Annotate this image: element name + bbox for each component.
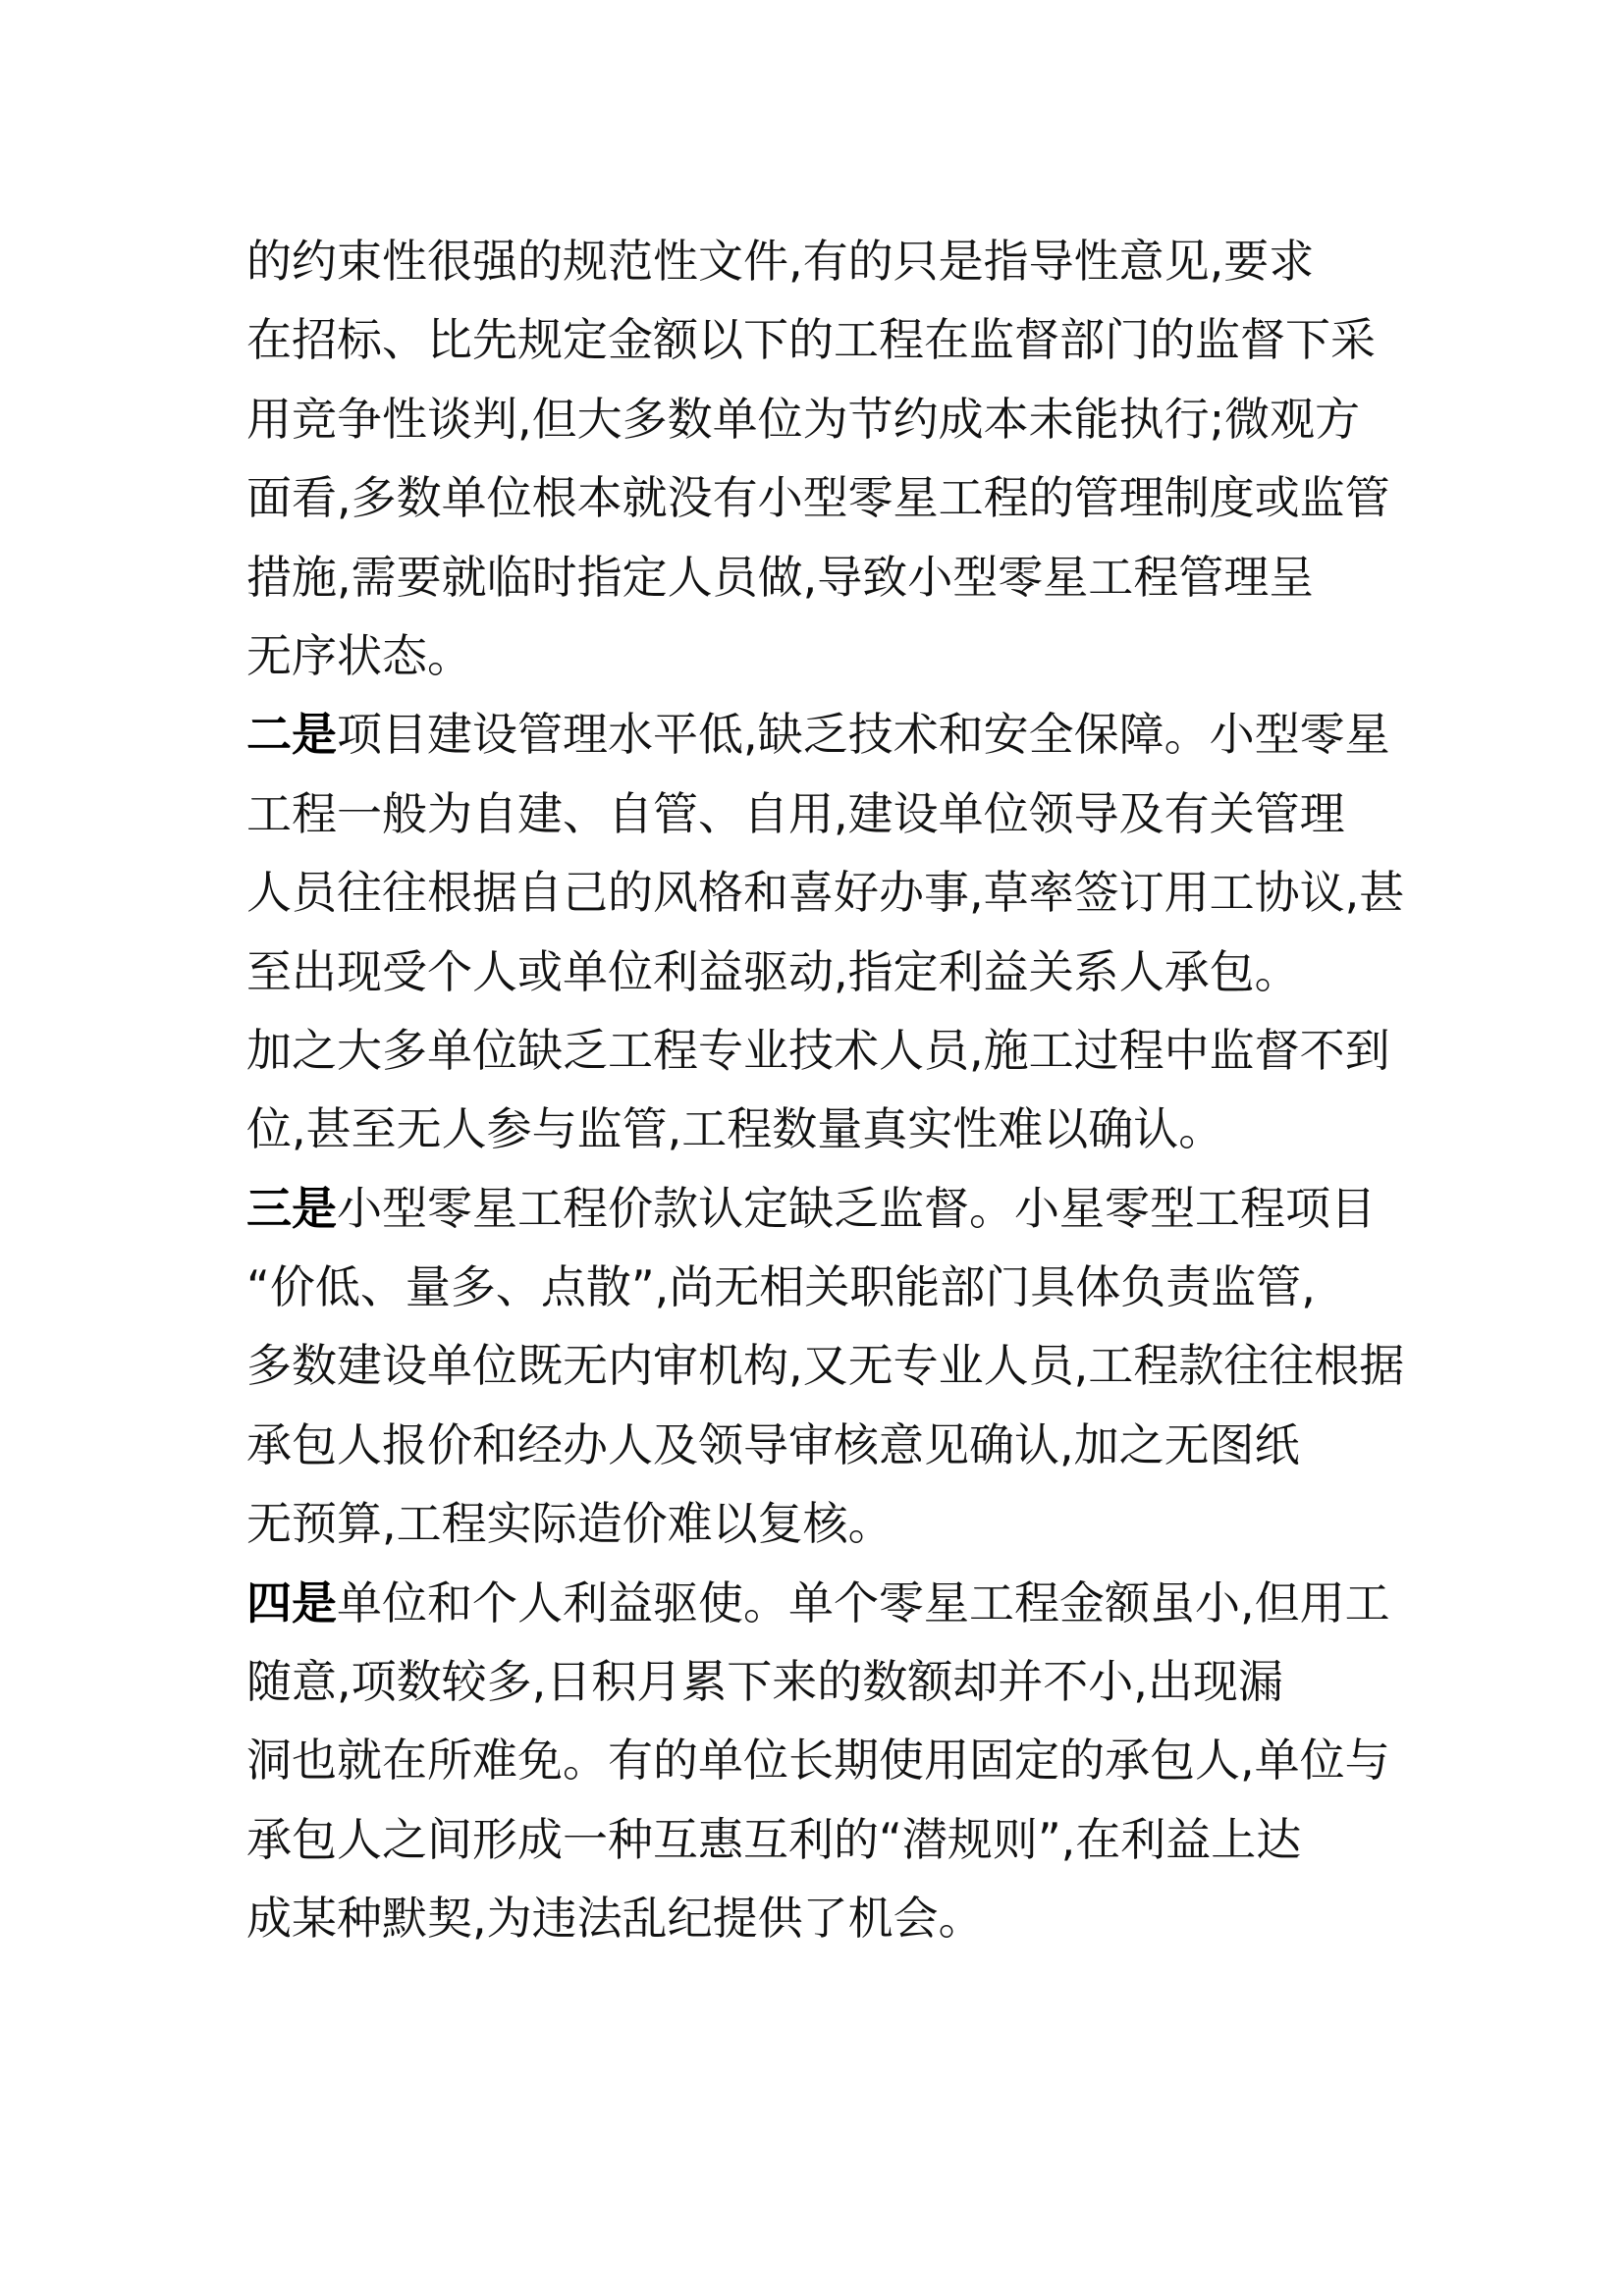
section-lead: 三是 (246, 1181, 337, 1235)
text-line: 的约束性很强的规范性文件,有的只是指导性意见,要求 (246, 235, 1315, 288)
section-lead: 二是 (246, 708, 337, 762)
text-line: 至出现受个人或单位利益驱动,指定利益关系人承包。 (246, 944, 1300, 998)
text-line: 工程一般为自建、自管、自用,建设单位领导及有关管理 (246, 786, 1345, 840)
text-line: 措施,需要就临时指定人员做,导致小型零星工程管理呈 (246, 550, 1315, 604)
text-line: 在招标、比先规定金额以下的工程在监督部门的监督下采 (246, 313, 1376, 367)
section-first-line: 单位和个人利益驱使。单个零星工程金额虽小,但用工 (337, 1575, 1390, 1629)
section-heading-line (246, 1169, 1425, 1248)
text-line: 成某种默契,为违法乱纪提供了机会。 (246, 1892, 984, 1946)
text-line: 位,甚至无人参与监管,工程数量真实性难以确认。 (246, 1102, 1224, 1156)
section-3 (246, 1169, 1425, 1564)
text-line: 承包人报价和经办人及领导审核意见确认,加之无图纸 (246, 1417, 1300, 1471)
text-line: “价低、量多、点散”,尚无相关职能部门具体负责监管, (246, 1260, 1316, 1314)
section-4 (246, 1564, 1425, 1958)
section-heading-line (246, 1564, 1425, 1642)
document-body (246, 222, 1425, 1958)
text-line: 面看,多数单位根本就没有小型零星工程的管理制度或监管 (246, 471, 1390, 525)
section-heading-line (246, 695, 1425, 774)
section-first-line: 小型零星工程价款认定缺乏监督。小星零型工程项目 (337, 1181, 1376, 1235)
text-line: 用竞争性谈判,但大多数单位为节约成本未能执行;微观方 (246, 392, 1361, 446)
text-line: 无预算,工程实际造价难以复核。 (246, 1497, 893, 1551)
section-2 (246, 695, 1425, 1168)
text-line: 随意,项数较多,日积月累下来的数额却并不小,出现漏 (246, 1655, 1283, 1709)
text-line: 人员往往根据自己的风格和喜好办事,草率签订用工协议,甚 (246, 866, 1405, 920)
text-line: 多数建设单位既无内审机构,又无专业人员,工程款往往根据 (246, 1339, 1405, 1393)
text-line: 洞也就在所难免。有的单位长期使用固定的承包人,单位与 (246, 1734, 1390, 1788)
text-line: 加之大多单位缺乏工程专业技术人员,施工过程中监督不到 (246, 1023, 1390, 1077)
text-line: 无序状态。 (246, 628, 472, 682)
text-line: 承包人之间形成一种互惠互利的“潜规则”,在利益上达 (246, 1812, 1302, 1866)
section-first-line: 项目建设管理水平低,缺乏技术和安全保障。小型零星 (337, 708, 1390, 762)
section-lead: 四是 (246, 1575, 337, 1629)
